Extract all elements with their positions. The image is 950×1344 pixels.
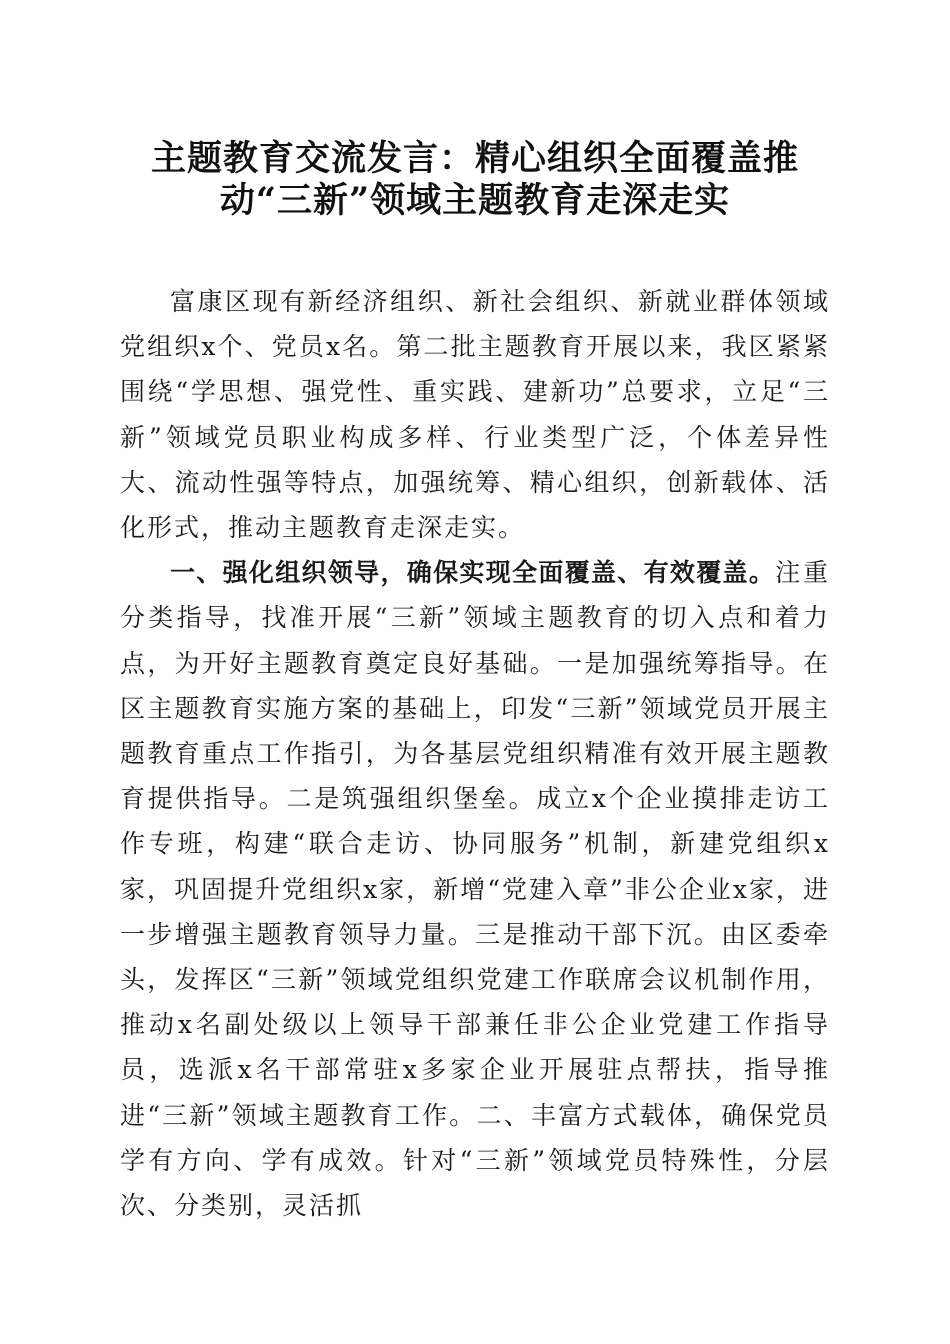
document-title xyxy=(115,138,835,222)
section-1-paragraph xyxy=(120,550,830,1228)
intro-paragraph: 富康区现有新经济组织、新社会组织、新就业群体领域党组织x个、党员x名。第二批主题教育开展以来，我区紧紧围绕“学思想、强党性、重实践、建新功”总要求，立足“三新”领域党员职业构成多样、行业类型广泛，个体差异性大、流动性强等特点，加强统筹、精心组织，创新载体、活化形式，推动主题教育走深走实。 xyxy=(120,287,830,543)
section-1-text: 注重分类指导，找准开展“三新”领域主题教育的切入点和着力点，为开好主题教育奠定良好基础。一是加强统筹指导。在区主题教育实施方案的基础上，印发“三新”领域党员开展主题教育重点工作指引，为各基层党组织精准有效开展主题教育提供指导。二是筑强组织堡垒。成立x个企业摸排走访工作专班，构建“联合走访、协同服务”机制，新建党组织x家，巩固提升党组织x家，新增“党建入章”非公企业x家，进一步增强主题教育领导力量。三是推动干部下沉。由区委牵头，发挥区“三新”领域党组织党建工作联席会议机制作用，推动x名副处级以上领导干部兼任非公企业党建工作指导员，选派x名干部常驻x多家企业开展驻点帮扶，指导推进“三新”领域主题教育工作。二、丰富方式载体，确保党员学有方向、学有成效。针对“三新”领域党员特殊性，分层次、分类别，灵活抓 xyxy=(120,558,830,1221)
title-line-2: 动“三新”领域主题教育走深走实 xyxy=(219,180,731,221)
section-1-heading: 一、强化组织领导，确保实现全面覆盖、有效覆盖。 xyxy=(170,558,776,588)
document-body xyxy=(120,279,830,1228)
title-line-1: 主题教育交流发言：精心组织全面覆盖推 xyxy=(150,138,799,179)
